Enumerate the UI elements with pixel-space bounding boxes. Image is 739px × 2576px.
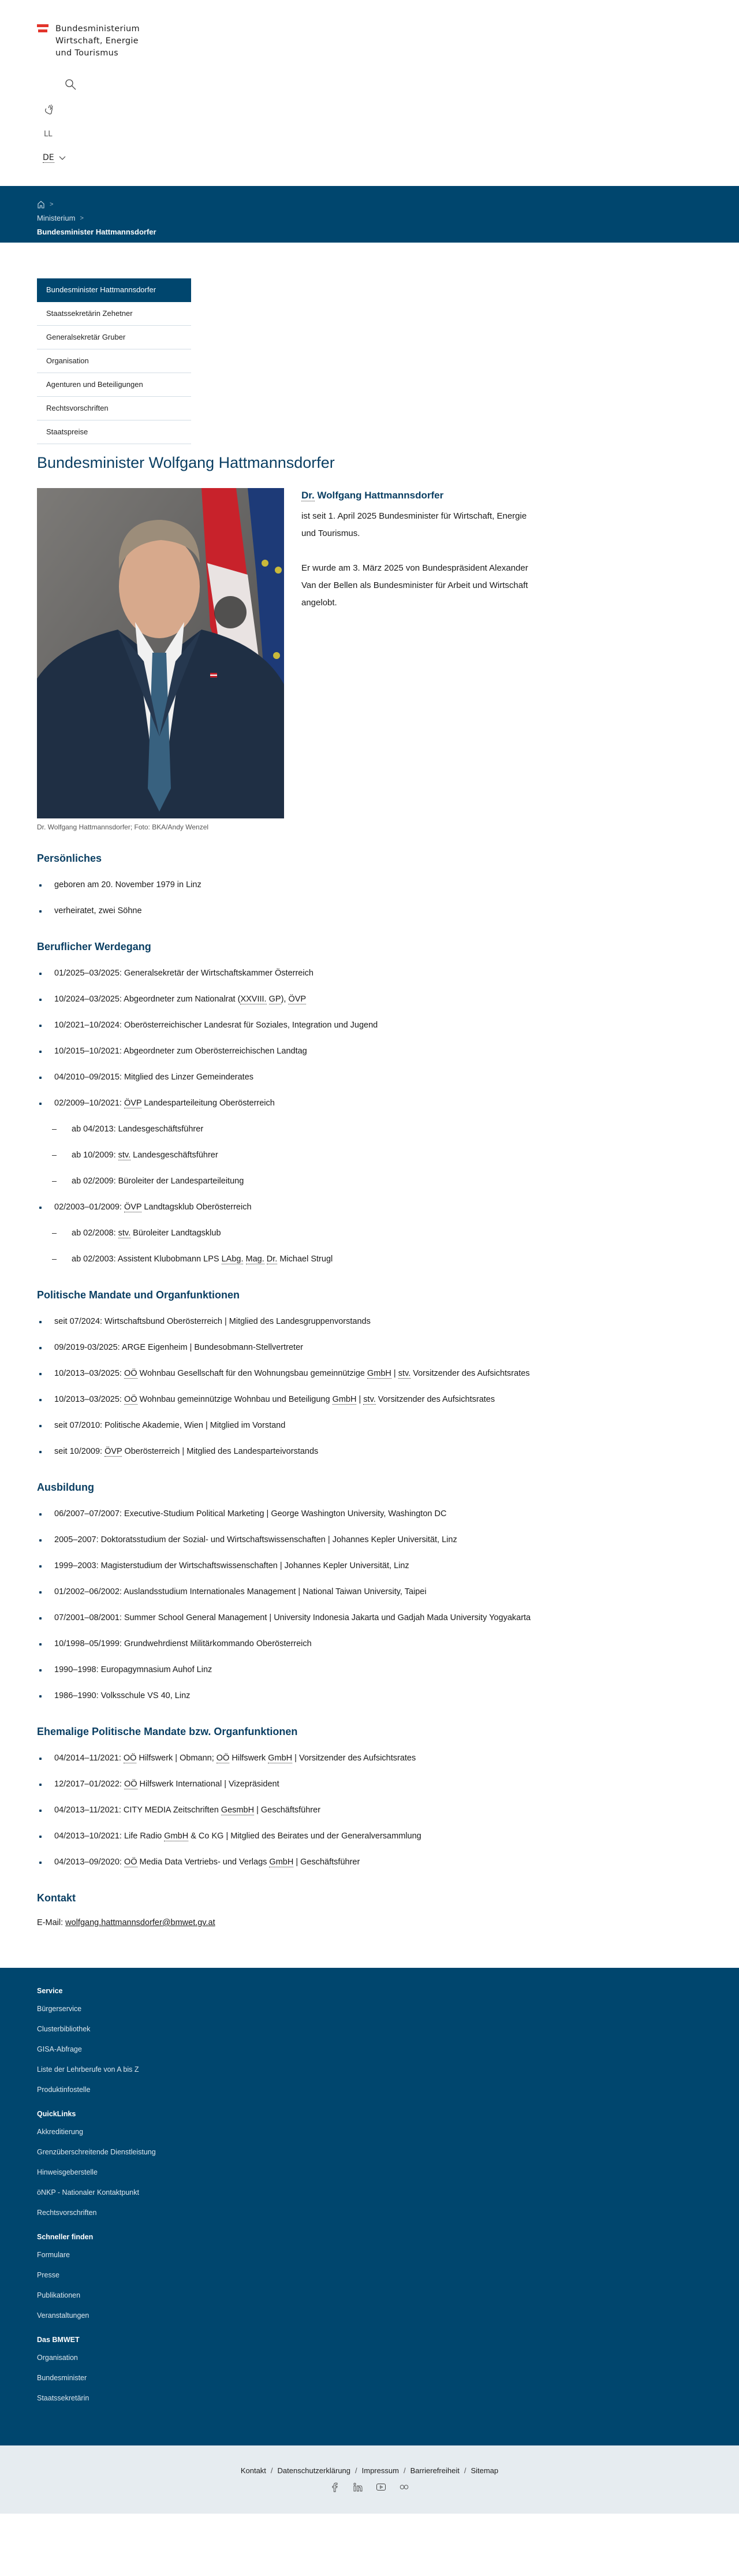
education-item: 1999–2003: Magisterstudium der Wirtschaftswissenschaften | Johannes Kepler Universität, Linz [37,1557,533,1574]
subnav-item-rechtsvorschriften[interactable]: Rechtsvorschriften [37,397,191,420]
footer-link[interactable]: Akkreditierung [37,2128,83,2136]
education-item: 06/2007–07/2007: Executive-Studium Political Marketing | George Washington University, Washington DC [37,1505,533,1522]
abbreviation: GmbH [367,1369,391,1378]
mandate-item: 09/2019-03/2025: ARGE Eigenheim | Bundesobmann-Stellvertreter [37,1339,533,1356]
linkedin-icon[interactable] [353,2482,363,2492]
abbreviation: ÖVP [104,1447,122,1456]
separator: / [403,2466,406,2475]
abbreviation: stv. [398,1369,411,1378]
abbreviation: OÖ [124,1857,137,1867]
chevron-right-icon: > [80,215,84,222]
abbreviation: ÖVP [124,1203,142,1212]
personal-list [37,876,702,920]
footer-group-heading: QuickLinks [37,2110,76,2118]
footer-bottom-bar [0,2445,739,2514]
abbreviation: ÖVP [124,1099,142,1108]
abbreviation: OÖ [216,1754,230,1763]
abbreviation: OÖ [123,1754,137,1763]
home-icon [37,200,45,209]
former-mandate-item: 04/2013–11/2021: CITY MEDIA Zeitschriften GesmbH | Geschäftsführer [37,1801,533,1819]
education-item: 2005–2007: Doktoratsstudium der Sozial- und Wirtschaftswissenschaften | Johannes Kepler Universität, Linz [37,1531,533,1548]
personal-item: verheiratet, zwei Söhne [37,902,533,920]
former-mandates-list [37,1749,702,1871]
legal-link[interactable]: Kontakt [240,2466,266,2475]
page-title: Bundesminister Wolfgang Hattmannsdorfer [37,454,335,471]
career-item: 10/2021–10/2024: Oberösterreichischer Landesrat für Soziales, Integration und Jugend [37,1017,533,1034]
footer-group [37,2108,702,2218]
separator: / [464,2466,466,2475]
career-item: 10/2015–10/2021: Abgeordneter zum Oberösterreichischen Landtag [37,1043,533,1060]
abbreviation: OÖ [124,1395,137,1404]
career-item: 02/2009–10/2021: ÖVP Landesparteileitung Oberösterreich [37,1095,533,1112]
subnav-item-staatspreise[interactable]: Staatspreise [37,420,191,444]
footer-link[interactable]: Liste der Lehrberufe von A bis Z [37,2065,139,2074]
logo-line: Wirtschaft, Energie [55,36,139,46]
logo-line: und Tourismus [55,49,118,58]
footer-link[interactable]: Presse [37,2271,59,2279]
abbreviation: Mag. [245,1255,264,1264]
sign-language-icon[interactable] [44,103,55,116]
footer-link[interactable]: Organisation [37,2354,78,2362]
mandate-item: seit 10/2009: ÖVP Oberösterreich | Mitglied des Landesparteivorstands [37,1443,533,1460]
footer-group [37,2231,702,2321]
legal-link[interactable]: Barrierefreiheit [410,2466,460,2475]
flickr-icon[interactable] [399,2482,409,2492]
former-mandate-item: 04/2014–11/2021: OÖ Hilfswerk | Obmann; OÖ Hilfswerk GmbH | Vorsitzender des Aufsichtsrates [37,1749,533,1767]
bio-name-text: Wolfgang Hattmannsdorfer [314,490,444,501]
abbreviation: LAbg. [221,1255,244,1264]
contact-email-line [37,1916,702,1930]
mandate-item: seit 07/2010: Politische Akademie, Wien | Mitglied im Vorstand [37,1417,533,1434]
subnav-item-organisation[interactable]: Organisation [37,349,191,373]
site-footer [0,1968,739,2445]
footer-link[interactable]: Produktinfostelle [37,2086,91,2094]
abbreviation: GP [268,995,281,1004]
separator: / [270,2466,273,2475]
footer-link[interactable]: Clusterbibliothek [37,2025,91,2033]
career-item: 04/2010–09/2015: Mitglied des Linzer Gemeinderates [37,1069,533,1086]
facebook-icon[interactable] [330,2482,340,2492]
section-heading-mandates: Politische Mandate und Organfunktionen [37,1289,240,1301]
footer-link[interactable]: Veranstaltungen [37,2311,89,2320]
abbreviation: ÖVP [288,995,307,1004]
abbreviation: stv. [363,1395,376,1404]
footer-link[interactable]: Hinweisgeberstelle [37,2168,98,2176]
site-header [0,0,739,186]
career-item: ab 02/2003: Assistent Klubobmann LPS LAbg. Mag. Dr. Michael Strugl [37,1250,533,1268]
chevron-down-icon [59,156,66,161]
bio-summary [301,488,532,831]
subnav-item-bundesminister[interactable]: Bundesminister Hattmannsdorfer [37,278,191,302]
education-item: 01/2002–06/2002: Auslandsstudium Internationales Management | National Taiwan University, Taipei [37,1583,533,1600]
career-item: 01/2025–03/2025: Generalsekretär der Wirtschaftskammer Österreich [37,965,533,982]
main-content [0,243,739,1930]
abbreviation: Dr. [266,1255,278,1264]
education-list [37,1505,702,1704]
career-item: ab 10/2009: stv. Landesgeschäftsführer [37,1146,533,1164]
abbreviation: GesmbH [221,1806,255,1815]
career-list [37,965,702,1268]
abbreviation: OÖ [124,1780,137,1789]
footer-group-heading: Service [37,1987,63,1995]
personal-item: geboren am 20. November 1979 in Linz [37,876,533,894]
career-item: 02/2003–01/2009: ÖVP Landtagsklub Oberösterreich [37,1198,533,1216]
abbreviation: GmbH [268,1754,293,1763]
mandates-list [37,1313,702,1460]
footer-group [37,2334,702,2404]
footer-link[interactable]: öNKP - Nationaler Kontaktpunkt [37,2188,139,2197]
chevron-right-icon: > [50,201,54,208]
former-mandate-item: 04/2013–10/2021: Life Radio GmbH & Co KG | Mitglied des Beirates und der Generalversammlung [37,1827,533,1845]
footer-group-heading: Schneller finden [37,2233,94,2241]
footer-link[interactable]: Bundesminister [37,2374,87,2382]
section-subnav [37,278,191,444]
bio-name [301,488,532,503]
footer-link[interactable]: Staatssekretärin [37,2394,89,2402]
mandate-item: 10/2013–03/2025: OÖ Wohnbau Gesellschaft für den Wohnungsbau gemeinnützige GmbH | stv. Vorsitzender des Aufsichtsrates [37,1365,533,1382]
career-item: ab 02/2009: Büroleiter der Landesparteileitung [37,1172,533,1190]
portrait-figure [37,488,284,831]
footer-link[interactable]: Formulare [37,2251,70,2259]
search-icon[interactable] [65,79,77,91]
mandate-item: 10/2013–03/2025: OÖ Wohnbau gemeinnützige Wohnbau und Beteiligung GmbH | stv. Vorsitzender des Aufsichtsrates [37,1391,533,1408]
legal-link[interactable]: Impressum [361,2466,399,2475]
logo-line: Bundesministerium [55,24,140,33]
breadcrumb [0,186,739,243]
footer-group [37,1985,702,2095]
footer-link[interactable]: Bürgerservice [37,2005,82,2013]
language-selector[interactable] [43,153,66,163]
logo-text [55,23,140,59]
ministry-logo[interactable] [37,23,140,59]
footer-link[interactable]: Grenzüberschreitende Dienstleistung [37,2148,156,2156]
easy-language-icon[interactable]: LL [44,130,53,139]
education-item: 1986–1990: Volksschule VS 40, Linz [37,1687,533,1704]
education-item: 07/2001–08/2001: Summer School General Management | University Indonesia Jakarta und Gadjah Mada University Yogyakarta [37,1609,533,1626]
footer-link[interactable]: Rechtsvorschriften [37,2209,97,2217]
former-mandate-item: 04/2013–09/2020: OÖ Media Data Vertriebs- und Verlags GmbH | Geschäftsführer [37,1853,533,1871]
social-links [0,2482,739,2492]
subnav-item-generalsekretaer[interactable]: Generalsekretär Gruber [37,326,191,349]
minister-portrait-image [37,488,284,818]
section-heading-personal: Persönliches [37,853,102,864]
section-heading-former: Ehemalige Politische Mandate bzw. Organfunktionen [37,1726,298,1737]
abbreviation: stv. [118,1151,131,1160]
austrian-flag-icon [37,24,48,59]
abbreviation: XXVIII. [240,995,267,1004]
youtube-icon[interactable] [376,2482,386,2492]
abbreviation: GmbH [269,1857,294,1867]
breadcrumb-home[interactable] [37,198,739,211]
former-mandate-item: 12/2017–01/2022: OÖ Hilfswerk International | Vizepräsident [37,1775,533,1793]
mandate-item: seit 07/2024: Wirtschaftsbund Oberösterreich | Mitglied des Landesgruppenvorstands [37,1313,533,1330]
footer-group-heading: Das BMWET [37,2336,80,2344]
career-item: ab 02/2008: stv. Büroleiter Landtagsklub [37,1224,533,1242]
section-heading-education: Ausbildung [37,1481,94,1493]
abbreviation: GmbH [164,1832,189,1841]
abbreviation: stv. [118,1229,131,1238]
career-item: ab 04/2013: Landesgeschäftsführer [37,1121,533,1138]
portrait-caption: Dr. Wolfgang Hattmannsdorfer; Foto: BKA/Andy Wenzel [37,823,209,831]
language-code: DE [43,153,54,162]
footer-link[interactable]: GISA-Abfrage [37,2045,82,2053]
breadcrumb-current: Bundesminister Hattmannsdorfer [37,228,156,236]
footer-link[interactable]: Publikationen [37,2291,81,2299]
abbreviation: GmbH [332,1395,357,1404]
section-heading-career: Beruflicher Werdegang [37,941,151,952]
breadcrumb-item-ministerium[interactable] [37,211,739,225]
legal-link[interactable]: Datenschutzerklärung [277,2466,351,2475]
email-label: E-Mail: [37,1918,66,1927]
education-item: 1990–1998: Europagymnasium Auhof Linz [37,1661,533,1678]
abbr-dr: Dr. [301,490,315,501]
education-item: 10/1998–05/1999: Grundwehrdienst Militärkommando Oberösterreich [37,1635,533,1652]
section-heading-contact: Kontakt [37,1892,76,1904]
legal-link[interactable]: Sitemap [471,2466,499,2475]
abbreviation: OÖ [124,1369,137,1378]
intro-section [37,488,702,831]
bio-paragraph: Er wurde am 3. März 2025 von Bundespräsident Alexander Van der Bellen als Bundesminister für Arbeit und Wirtschaft angelobt. [301,563,528,608]
subnav-item-staatssekretaerin[interactable]: Staatssekretärin Zehetner [37,302,191,326]
email-link[interactable]: wolfgang.hattmannsdorfer@bmwet.gv.at [65,1918,215,1927]
legal-links [0,2466,739,2475]
breadcrumb-label: Ministerium [37,214,76,222]
separator: / [355,2466,357,2475]
subnav-item-agenturen[interactable]: Agenturen und Beteiligungen [37,373,191,397]
career-item: 10/2024–03/2025: Abgeordneter zum Nationalrat (XXVIII. GP), ÖVP [37,991,533,1008]
bio-paragraph: ist seit 1. April 2025 Bundesminister für Wirtschaft, Energie und Tourismus. [301,511,527,538]
